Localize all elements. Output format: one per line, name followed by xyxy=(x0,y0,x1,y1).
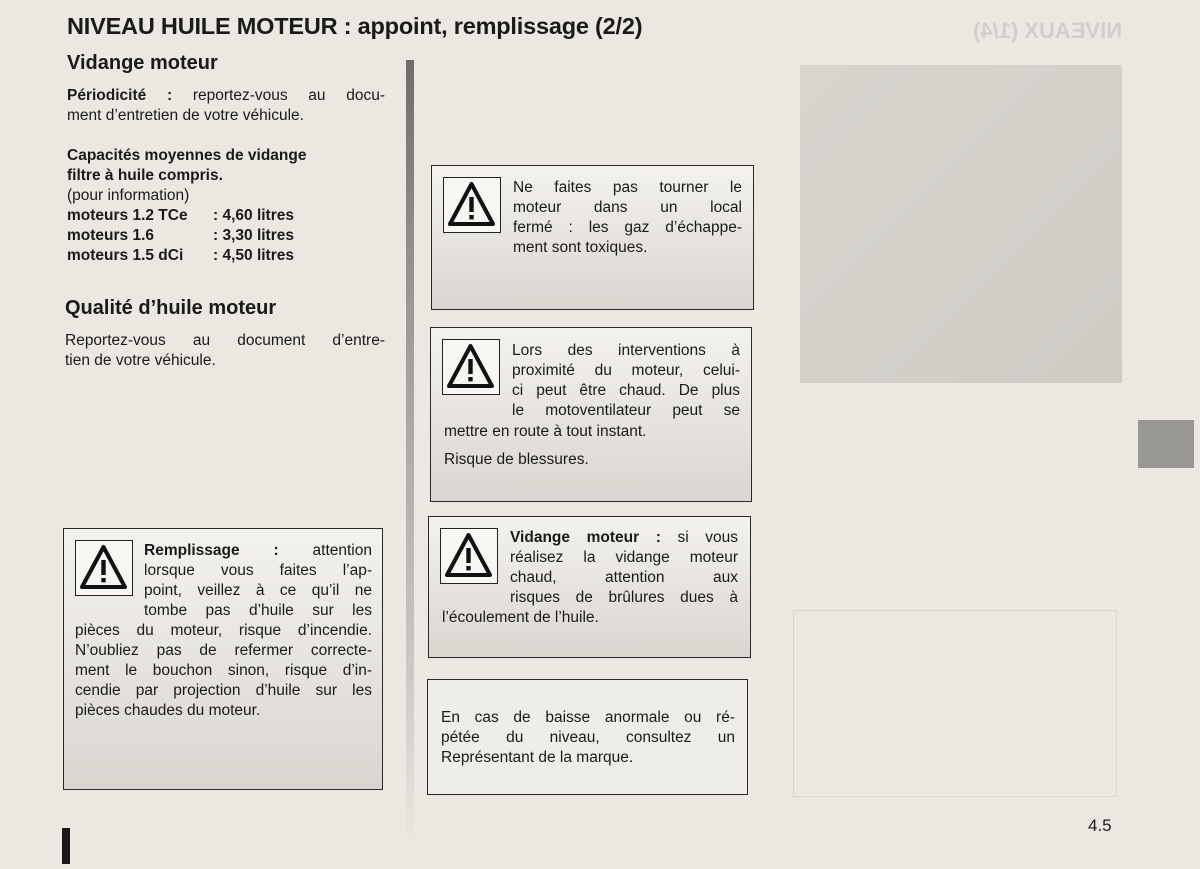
qualite-text-1: Reportez-vous au document d’entre- xyxy=(65,332,385,349)
vidange-box-text-bottom xyxy=(442,608,738,628)
interventions-line-3: ci peut être chaud. De plus xyxy=(512,382,740,399)
baisse-line-2: pétée du niveau, consultez un xyxy=(441,729,735,746)
column-divider xyxy=(406,60,414,850)
spec-row xyxy=(67,246,385,266)
remplissage-intro xyxy=(144,541,372,621)
vidange-box-line-2: réalisez la vidange moteur xyxy=(510,549,738,566)
spec-row xyxy=(67,206,385,226)
remplissage-line-5: pièces du moteur, risque d’incendie. xyxy=(75,622,372,639)
capacites-line-2: filtre à huile compris. xyxy=(67,167,223,184)
gaz-line-4: ment sont toxiques. xyxy=(513,239,648,256)
interventions-line-1: Lors des interventions à xyxy=(512,342,740,359)
vidange-warning-box xyxy=(428,516,751,658)
page-title: NIVEAU HUILE MOTEUR : appoint, remplissage (2/2) xyxy=(67,13,643,39)
vidange-box-line-5: l’écoulement de l’huile. xyxy=(442,609,599,626)
engine-capacity: : 4,60 litres xyxy=(213,207,294,224)
remplissage-line-6: N’oubliez pas de refermer correcte- xyxy=(75,642,372,659)
warning-triangle-icon xyxy=(442,339,500,395)
baisse-line-1: En cas de baisse anormale ou ré- xyxy=(441,709,735,726)
ghost-photo xyxy=(800,65,1122,383)
vidange-box-line-1: si vous xyxy=(677,529,738,546)
vidange-box-line-4: risques de brûlures dues à xyxy=(510,589,738,606)
remplissage-line-1: attention xyxy=(312,542,372,559)
gaz-line-3: fermé : les gaz d’échappe- xyxy=(513,219,742,236)
baisse-line-3: Représentant de la marque. xyxy=(441,749,634,766)
interventions-text-bottom xyxy=(444,422,740,470)
engine-capacity: : 3,30 litres xyxy=(213,227,294,244)
qualite-heading: Qualité d’huile moteur xyxy=(65,297,277,319)
engine-capacity: : 4,50 litres xyxy=(213,247,294,264)
remplissage-line-3: point, veillez à ce qu’il ne xyxy=(144,582,372,599)
interventions-warning-box xyxy=(430,327,752,502)
remplissage-line-7: ment le bouchon sinon, risque d’in- xyxy=(75,662,372,679)
vidange-box-label: Vidange moteur : xyxy=(510,529,661,546)
gaz-warning-box xyxy=(431,165,754,310)
interventions-text-top xyxy=(512,341,740,421)
engine-name: moteurs 1.6 xyxy=(67,227,155,244)
periodicite-text-2: ment d’entretien de votre véhicule. xyxy=(67,107,304,124)
ghost-box xyxy=(793,610,1117,797)
vidange-box-line-3: chaud, attention aux xyxy=(510,569,738,586)
remplissage-label: Remplissage : xyxy=(144,542,279,559)
remplissage-line-2: lorsque vous faites l’ap- xyxy=(144,562,372,579)
engine-name: moteurs 1.2 TCe xyxy=(67,207,188,224)
gaz-line-1: Ne faites pas tourner le xyxy=(513,179,742,196)
remplissage-line-4: tombe pas d’huile sur les xyxy=(144,602,372,619)
interventions-line-4: le motoventilateur peut se xyxy=(512,402,740,419)
gaz-text xyxy=(513,178,742,258)
periodicite-label: Périodicité : xyxy=(67,87,173,104)
ghost-page-title: NIVEAUX (1/4) xyxy=(972,18,1122,43)
qualite-text-2: tien de votre véhicule. xyxy=(65,352,216,369)
engine-name: moteurs 1.5 dCi xyxy=(67,247,184,264)
periodicite-text-1: reportez-vous au docu- xyxy=(192,87,386,104)
info-note: (pour information) xyxy=(67,187,190,204)
periodicite-paragraph xyxy=(67,86,385,126)
baisse-text xyxy=(441,708,735,768)
interventions-line-5: mettre en route à tout instant. xyxy=(444,423,647,440)
remplissage-warning-box xyxy=(63,528,383,790)
spec-row xyxy=(67,226,385,246)
warning-triangle-icon xyxy=(440,528,498,584)
gaz-line-2: moteur dans un local xyxy=(513,199,742,216)
vidange-box-text-top xyxy=(510,528,738,608)
warning-triangle-icon xyxy=(443,177,501,233)
corner-marker xyxy=(62,828,70,864)
capacites-line-1: Capacités moyennes de vidange xyxy=(67,147,307,164)
capacites-block xyxy=(67,146,385,266)
baisse-info-box xyxy=(427,679,748,795)
page-number: 4.5 xyxy=(1088,816,1112,835)
vidange-heading: Vidange moteur xyxy=(67,52,218,74)
interventions-line-2: proximité du moteur, celui- xyxy=(512,362,740,379)
remplissage-line-9: pièces chaudes du moteur. xyxy=(75,702,261,719)
remplissage-line-8: cendie par projection d’huile sur les xyxy=(75,682,372,699)
qualite-paragraph xyxy=(65,331,385,371)
interventions-line-6: Risque de blessures. xyxy=(444,451,589,468)
remplissage-body xyxy=(75,621,372,721)
chapter-tab xyxy=(1138,420,1194,468)
warning-triangle-icon xyxy=(75,540,133,596)
